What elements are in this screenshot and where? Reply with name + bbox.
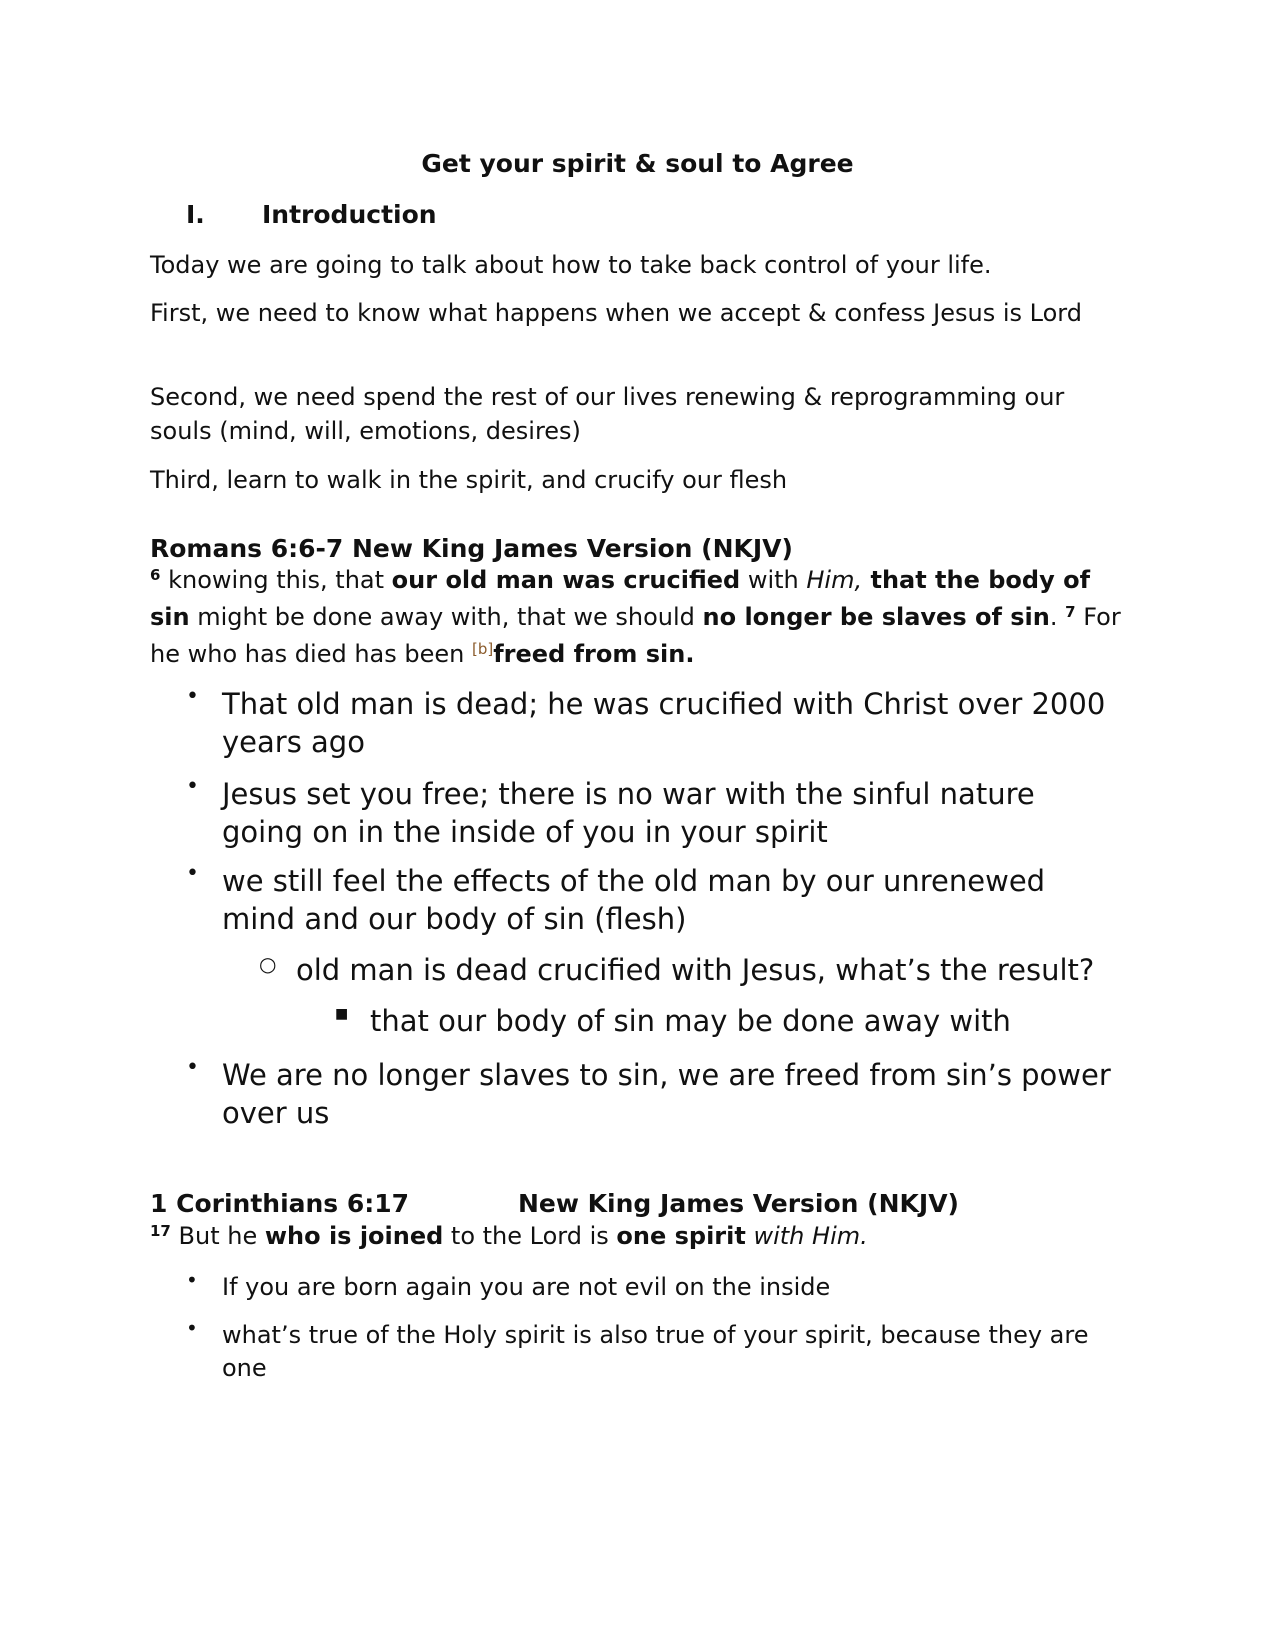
bullet-item: we still feel the effects of the old man by our unrenewed mind and our body of sin (flesh) (222, 864, 1046, 936)
verse-number: 6 (150, 566, 161, 584)
corinthians-verse-text (150, 1218, 1130, 1255)
romans-verse-text (150, 562, 1130, 673)
bullet-dot-icon: • (186, 1316, 198, 1340)
bullet-circle-icon: ○ (259, 952, 277, 976)
bullet-square-icon: ■ (335, 1006, 349, 1022)
verse-segment: But he (178, 1222, 265, 1250)
footnote-link[interactable]: [b] (472, 640, 494, 658)
intro-paragraph: First, we need to know what happens when we accept & confess Jesus is Lord (150, 299, 1082, 327)
romans-reference: Romans 6:6-7 New King James Version (NKJV) (150, 534, 793, 563)
verse-segment: knowing this, that (168, 566, 392, 594)
verse-italic: with Him. (745, 1222, 868, 1250)
verse-emphasis: freed from sin. (493, 640, 695, 668)
verse-emphasis: one spirit (616, 1222, 746, 1250)
intro-paragraph: Today we are going to talk about how to take back control of your life. (150, 251, 992, 279)
intro-paragraph: Second, we need spend the rest of our lives renewing & reprogramming our souls (mind, will, emotions, desires) (150, 383, 1065, 445)
bullet-item: That old man is dead; he was crucified with Christ over 2000 years ago (222, 687, 1106, 759)
verse-segment: . (1049, 603, 1066, 631)
bullet-dot-icon: • (186, 684, 199, 709)
section-heading: Introduction (262, 200, 437, 229)
document-title: Get your spirit & soul to Agree (421, 149, 854, 178)
bullet-dot-icon: • (186, 1268, 198, 1292)
corinthians-reference: 1 Corinthians 6:17 (150, 1189, 410, 1218)
bullet-item: If you are born again you are not evil on the inside (222, 1273, 831, 1301)
corinthians-version: New King James Version (NKJV) (518, 1189, 959, 1218)
bullet-subsubitem: that our body of sin may be done away with (370, 1004, 1011, 1038)
verse-number: 7 (1065, 603, 1076, 621)
bullet-item: what’s true of the Holy spirit is also true of your spirit, because they are one (222, 1321, 1089, 1382)
verse-emphasis: no longer be slaves of sin (702, 603, 1050, 631)
verse-segment: with (740, 566, 807, 594)
bullet-dot-icon: • (186, 774, 199, 799)
verse-emphasis: who is joined (264, 1222, 444, 1250)
verse-segment: For he who has died has been (150, 603, 1121, 668)
bullet-item: Jesus set you free; there is no war with the sinful nature going on in the inside of you in your spirit (222, 777, 1035, 849)
verse-emphasis: our old man was crucified (391, 566, 741, 594)
bullet-subitem: old man is dead crucified with Jesus, what’s the result? (296, 953, 1095, 987)
verse-segment: to the Lord is (443, 1222, 617, 1250)
verse-segment: might be done away with, that we should (189, 603, 703, 631)
bullet-dot-icon: • (186, 1055, 199, 1080)
section-number: I. (186, 200, 205, 229)
intro-paragraph: Third, learn to walk in the spirit, and crucify our flesh (150, 466, 788, 494)
bullet-item: We are no longer slaves to sin, we are freed from sin’s power over us (222, 1058, 1111, 1130)
bullet-dot-icon: • (186, 861, 199, 886)
verse-emphasis: that the body of sin (150, 566, 1091, 631)
verse-number: 17 (150, 1222, 171, 1240)
verse-italic: Him, (806, 566, 863, 594)
